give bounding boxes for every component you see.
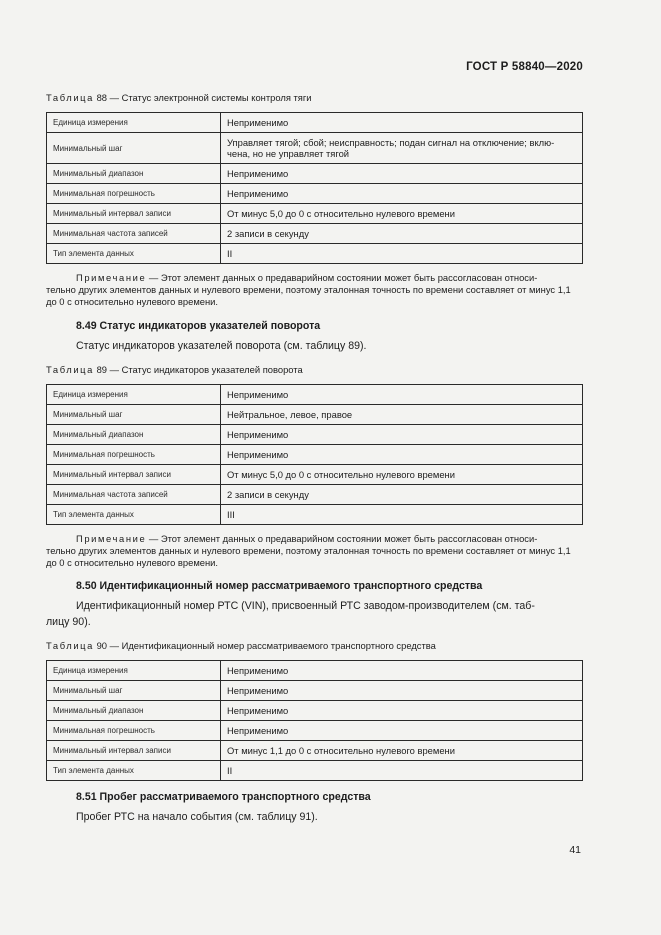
note-text: тельно других элементов данных и нулевого времени, поэтому эталонная точность по времени составляет от минус 1,1 bbox=[46, 284, 571, 296]
table-89-caption bbox=[46, 364, 583, 376]
row-key: Минимальная частота записей bbox=[47, 485, 221, 505]
page-number: 41 bbox=[569, 844, 581, 856]
table-row bbox=[47, 204, 583, 224]
section-heading-8-49: 8.49 Статус индикаторов указателей поворота bbox=[76, 320, 321, 332]
row-value bbox=[221, 133, 583, 164]
table-row bbox=[47, 425, 583, 445]
row-value: От минус 5,0 до 0 с относительно нулевого времени bbox=[221, 204, 583, 224]
row-value: Неприменимо bbox=[221, 385, 583, 405]
row-value: II bbox=[221, 761, 583, 781]
table-89 bbox=[46, 384, 583, 525]
table-88 bbox=[46, 112, 583, 264]
row-key: Минимальный диапазон bbox=[47, 164, 221, 184]
row-key: Минимальный диапазон bbox=[47, 425, 221, 445]
table-row bbox=[47, 721, 583, 741]
table-90 bbox=[46, 660, 583, 781]
caption-title: 90 — Идентификационный номер рассматриваемого транспортного средства bbox=[96, 640, 436, 651]
row-value: Неприменимо bbox=[221, 661, 583, 681]
section-text-8-49: Статус индикаторов указателей поворота (см. таблицу 89). bbox=[76, 340, 367, 352]
row-value: Неприменимо bbox=[221, 681, 583, 701]
table-row bbox=[47, 465, 583, 485]
section-heading-8-50: 8.50 Идентификационный номер рассматриваемого транспортного средства bbox=[76, 580, 483, 592]
row-key: Минимальная погрешность bbox=[47, 721, 221, 741]
note-text: до 0 с относительно нулевого времени. bbox=[46, 557, 219, 569]
note-label: Примечание bbox=[76, 272, 147, 283]
caption-title: 88 — Статус электронной системы контроля тяги bbox=[96, 92, 312, 103]
table-row bbox=[47, 445, 583, 465]
row-value: Нейтральное, левое, правое bbox=[221, 405, 583, 425]
row-key: Минимальный интервал записи bbox=[47, 741, 221, 761]
row-value: Неприменимо bbox=[221, 113, 583, 133]
table-row bbox=[47, 113, 583, 133]
row-key: Минимальная частота записей bbox=[47, 224, 221, 244]
row-key: Минимальный шаг bbox=[47, 405, 221, 425]
caption-prefix: Таблица bbox=[46, 364, 94, 375]
note-text: — Этот элемент данных о предаварийном состоянии может быть рассогласован относи- bbox=[148, 533, 538, 544]
table-row bbox=[47, 485, 583, 505]
table-row bbox=[47, 701, 583, 721]
table-row bbox=[47, 224, 583, 244]
row-value: Неприменимо bbox=[221, 701, 583, 721]
document-id-header: ГОСТ Р 58840—2020 bbox=[466, 61, 583, 73]
row-key: Тип элемента данных bbox=[47, 244, 221, 264]
note-text: до 0 с относительно нулевого времени. bbox=[46, 296, 219, 308]
note-89 bbox=[46, 533, 583, 570]
table-row bbox=[47, 681, 583, 701]
table-88-caption bbox=[46, 92, 583, 104]
table-row bbox=[47, 184, 583, 204]
table-row bbox=[47, 133, 583, 164]
caption-prefix: Таблица bbox=[46, 92, 94, 103]
row-key: Единица измерения bbox=[47, 385, 221, 405]
table-row bbox=[47, 661, 583, 681]
row-key: Минимальный шаг bbox=[47, 681, 221, 701]
table-90-caption bbox=[46, 640, 583, 652]
section-text-line: лицу 90). bbox=[46, 616, 91, 628]
table-row bbox=[47, 741, 583, 761]
section-heading-8-51: 8.51 Пробег рассматриваемого транспортного средства bbox=[76, 791, 371, 803]
row-value: Неприменимо bbox=[221, 721, 583, 741]
row-value: От минус 5,0 до 0 с относительно нулевого времени bbox=[221, 465, 583, 485]
row-key: Минимальный шаг bbox=[47, 133, 221, 164]
note-88 bbox=[46, 272, 583, 309]
row-value: III bbox=[221, 505, 583, 525]
row-value: От минус 1,1 до 0 с относительно нулевого времени bbox=[221, 741, 583, 761]
row-key: Минимальный интервал записи bbox=[47, 204, 221, 224]
row-value: Неприменимо bbox=[221, 425, 583, 445]
row-value: Неприменимо bbox=[221, 445, 583, 465]
table-row bbox=[47, 385, 583, 405]
table-row bbox=[47, 164, 583, 184]
row-key: Единица измерения bbox=[47, 661, 221, 681]
row-value: Неприменимо bbox=[221, 164, 583, 184]
caption-prefix: Таблица bbox=[46, 640, 94, 651]
row-value: 2 записи в секунду bbox=[221, 485, 583, 505]
note-label: Примечание bbox=[76, 533, 147, 544]
section-text-line: Идентификационный номер РТС (VIN), присвоенный РТС заводом-производителем (см. таб- bbox=[76, 600, 535, 612]
table-row bbox=[47, 505, 583, 525]
row-value: 2 записи в секунду bbox=[221, 224, 583, 244]
table-row bbox=[47, 244, 583, 264]
row-key: Минимальная погрешность bbox=[47, 445, 221, 465]
section-text-8-50 bbox=[46, 598, 583, 630]
table-row bbox=[47, 761, 583, 781]
note-text: тельно других элементов данных и нулевого времени, поэтому эталонная точность по времени составляет от минус 1,1 bbox=[46, 545, 571, 557]
row-key: Минимальный диапазон bbox=[47, 701, 221, 721]
row-key: Тип элемента данных bbox=[47, 761, 221, 781]
row-key: Минимальный интервал записи bbox=[47, 465, 221, 485]
note-text: — Этот элемент данных о предаварийном состоянии может быть рассогласован относи- bbox=[148, 272, 538, 283]
section-text-8-51: Пробег РТС на начало события (см. таблицу 91). bbox=[76, 811, 318, 823]
row-value: II bbox=[221, 244, 583, 264]
row-key: Единица измерения bbox=[47, 113, 221, 133]
row-value-line: чена, но не управляет тягой bbox=[227, 148, 350, 159]
row-key: Минимальная погрешность bbox=[47, 184, 221, 204]
row-value: Неприменимо bbox=[221, 184, 583, 204]
row-key: Тип элемента данных bbox=[47, 505, 221, 525]
caption-title: 89 — Статус индикаторов указателей поворота bbox=[96, 364, 303, 375]
table-row bbox=[47, 405, 583, 425]
row-value-line: Управляет тягой; сбой; неисправность; подан сигнал на отключение; вклю- bbox=[227, 136, 555, 148]
